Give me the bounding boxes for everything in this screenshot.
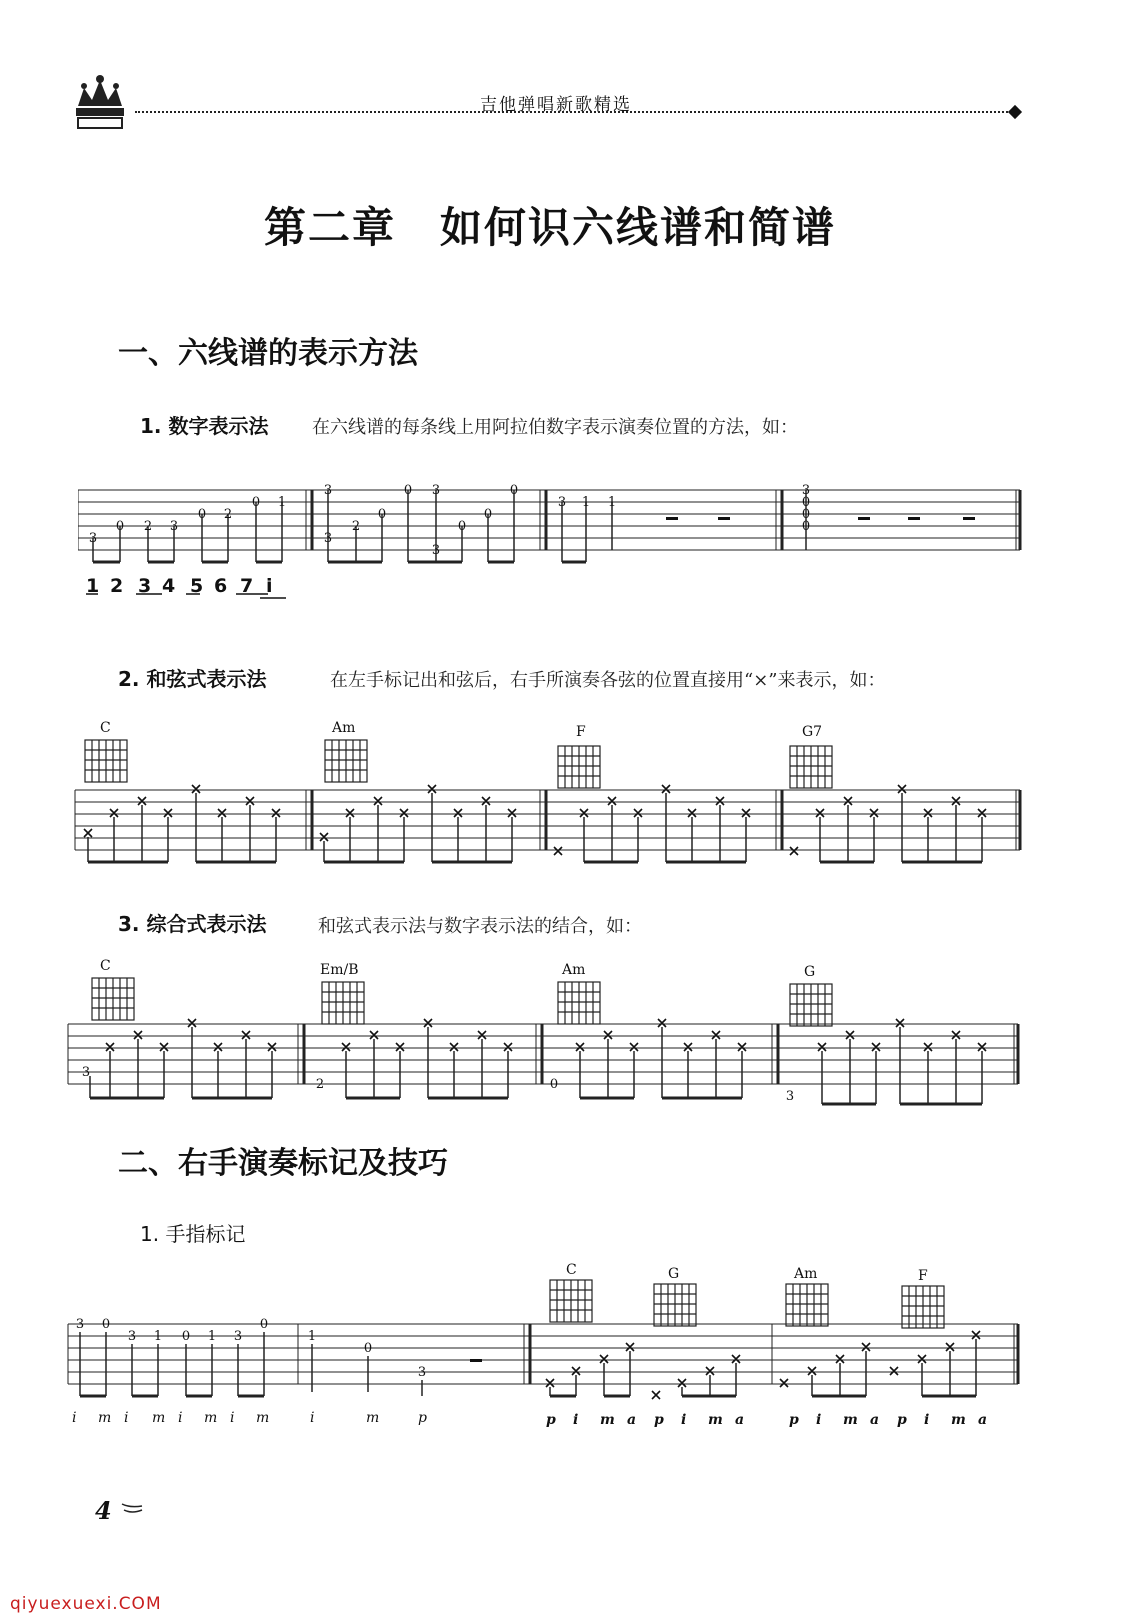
finger-mark: a (627, 1412, 637, 1428)
section1-title: 一、六线谱的表示方法 (118, 336, 418, 371)
chord-name: G7 (802, 724, 823, 740)
finger-mark: i (72, 1410, 77, 1426)
chord-name: C (100, 958, 111, 974)
svg-text:3: 3 (169, 519, 179, 534)
svg-text:1: 1 (307, 1329, 317, 1344)
svg-text:3: 3 (431, 483, 441, 498)
svg-text:3: 3 (323, 483, 333, 498)
svg-text:2: 2 (223, 507, 233, 522)
chord-name: Am (794, 1266, 818, 1282)
svg-text:0: 0 (801, 507, 811, 522)
svg-text:1: 1 (153, 1329, 163, 1344)
svg-text:0: 0 (801, 495, 811, 510)
finger-mark: m (951, 1412, 966, 1428)
svg-text:3: 3 (431, 543, 441, 558)
finger-mark: p (897, 1412, 907, 1428)
watermark: qiyuexuexi.COM (10, 1594, 162, 1614)
svg-text:0: 0 (115, 519, 125, 534)
solfege-note: 3 (138, 575, 152, 597)
svg-text:0: 0 (251, 495, 261, 510)
chord-name: C (100, 720, 111, 736)
chord-name: F (918, 1268, 928, 1284)
chord-name: F (576, 724, 586, 740)
header-rule (135, 111, 1015, 113)
finger-mark: i (924, 1412, 930, 1428)
svg-text:3: 3 (127, 1329, 137, 1344)
finger-mark: a (978, 1412, 988, 1428)
finger-mark: i (681, 1412, 687, 1428)
chapter-title: 第二章 如何识六线谱和简谱 (263, 203, 836, 252)
finger-mark: p (654, 1412, 664, 1428)
finger-marks-row-b (546, 1412, 1006, 1428)
svg-text:0: 0 (509, 483, 519, 498)
svg-text:1: 1 (607, 495, 617, 510)
finger-mark: m (204, 1410, 218, 1426)
chord-name: Em/B (320, 962, 359, 978)
svg-text:3: 3 (88, 531, 98, 546)
finger-mark: p (546, 1412, 556, 1428)
svg-text:0: 0 (181, 1329, 191, 1344)
finger-mark: i (573, 1412, 579, 1428)
finger-mark: a (870, 1412, 880, 1428)
svg-text:3: 3 (81, 1065, 91, 1080)
finger-mark: m (600, 1412, 615, 1428)
finger-mark: a (735, 1412, 745, 1428)
finger-mark: p (789, 1412, 799, 1428)
finger-marks-row-a (72, 1410, 472, 1426)
tab-staff-combined (60, 962, 1020, 1112)
finger-mark: i (124, 1410, 129, 1426)
solfege-note: 2 (110, 575, 124, 597)
finger-mark: i (178, 1410, 183, 1426)
svg-text:3: 3 (233, 1329, 243, 1344)
finger-mark: p (418, 1410, 427, 1426)
tab-staff-chord-x (70, 722, 1025, 872)
svg-text:3: 3 (801, 483, 811, 498)
svg-text:1: 1 (277, 495, 287, 510)
section1-sub2-desc: 在左手标记出和弦后，右手所演奏各弦的位置直接用“×”来表示，如： (330, 670, 886, 691)
finger-mark: m (366, 1410, 380, 1426)
svg-text:2: 2 (351, 519, 361, 534)
solfege-note: i (266, 575, 273, 597)
section1-sub3-label: 3. 综合式表示法 (118, 912, 267, 936)
page-ornament-icon (120, 1500, 146, 1516)
chord-name: G (668, 1266, 680, 1282)
finger-mark: m (98, 1410, 112, 1426)
svg-text:3: 3 (323, 531, 333, 546)
header-title: 吉他弹唱新歌精选 (480, 95, 632, 115)
svg-text:0: 0 (483, 507, 493, 522)
svg-text:0: 0 (457, 519, 467, 534)
section1-sub3-desc: 和弦式表示法与数字表示法的结合，如： (318, 916, 642, 937)
chord-name: C (566, 1262, 577, 1278)
section1-sub2-label: 2. 和弦式表示法 (118, 667, 267, 691)
finger-mark: m (843, 1412, 858, 1428)
svg-text:0: 0 (377, 507, 387, 522)
chord-name: Am (332, 720, 356, 736)
svg-text:2: 2 (315, 1077, 325, 1092)
solfege-note: 6 (214, 575, 228, 597)
section2-title: 二、右手演奏标记及技巧 (118, 1146, 448, 1181)
svg-text:0: 0 (549, 1077, 559, 1092)
section1-sub1-label: 1. 数字表示法 (140, 414, 269, 438)
solfege-note: 5 (190, 575, 204, 597)
section1-sub1-desc: 在六线谱的每条线上用阿拉伯数字表示演奏位置的方法，如： (312, 417, 798, 438)
svg-text:3: 3 (75, 1317, 85, 1332)
svg-text:3: 3 (417, 1365, 427, 1380)
solfege-note: 1 (86, 575, 100, 597)
svg-text:0: 0 (801, 519, 811, 534)
finger-mark: m (256, 1410, 270, 1426)
page-number: 4 (95, 1496, 112, 1525)
chord-name: G (804, 964, 816, 980)
svg-text:3: 3 (557, 495, 567, 510)
solfege-note: 7 (240, 575, 254, 597)
svg-text:2: 2 (143, 519, 153, 534)
section2-sub1-label: 1. 手指标记 (140, 1222, 246, 1246)
finger-mark: i (816, 1412, 822, 1428)
finger-mark: i (230, 1410, 235, 1426)
chord-name: Am (562, 962, 586, 978)
solfege-note: 4 (162, 575, 176, 597)
svg-text:1: 1 (581, 495, 591, 510)
svg-text:3: 3 (785, 1089, 795, 1104)
finger-mark: m (152, 1410, 166, 1426)
svg-text:0: 0 (363, 1341, 373, 1356)
header-ornament (1008, 105, 1022, 119)
svg-text:1: 1 (207, 1329, 217, 1344)
svg-text:0: 0 (101, 1317, 111, 1332)
svg-text:0: 0 (259, 1317, 269, 1332)
tab-staff-finger-marks (60, 1262, 1020, 1422)
crown-logo (70, 70, 130, 132)
svg-text:0: 0 (197, 507, 207, 522)
finger-mark: i (310, 1410, 315, 1426)
solfege-row (86, 575, 296, 597)
svg-text:0: 0 (403, 483, 413, 498)
finger-mark: m (708, 1412, 723, 1428)
